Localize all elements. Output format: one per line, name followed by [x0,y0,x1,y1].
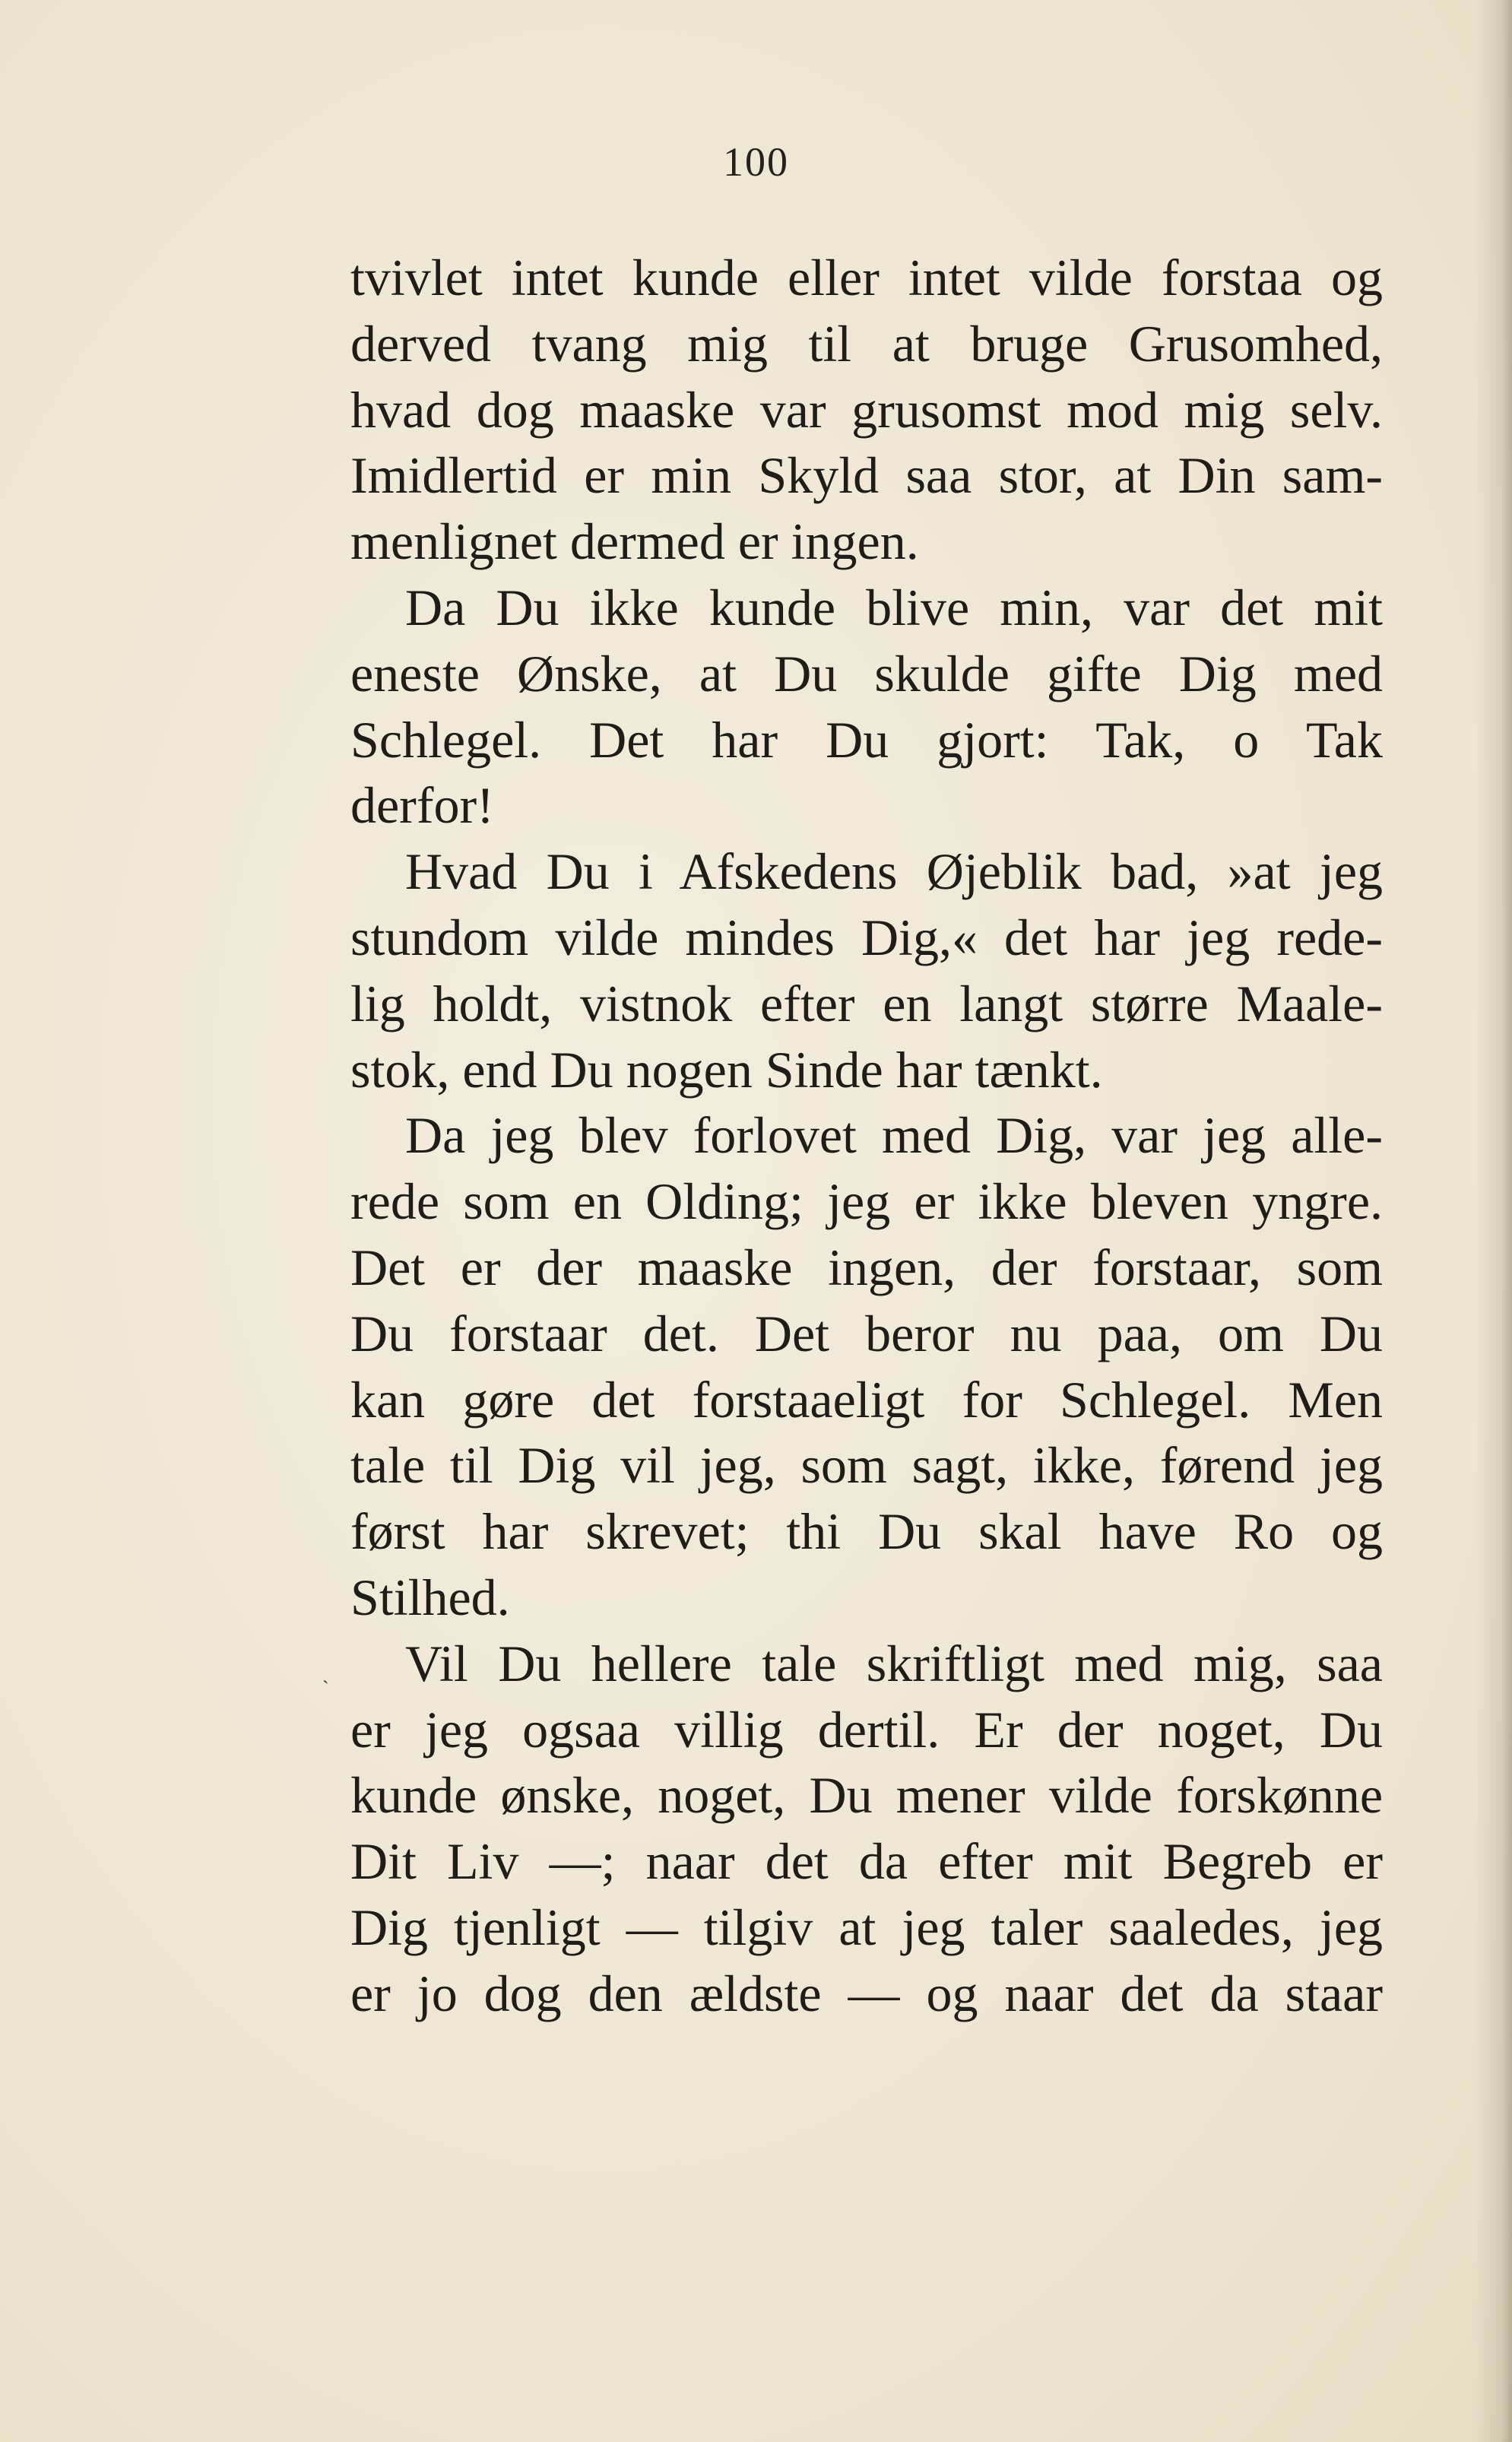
text-line: Da Du ikke kunde blive min, var det mit [405,578,1383,636]
text-line: derved tvang mig til at bruge Grusomhed, [350,314,1383,373]
text-line: kan gøre det forstaaeligt for Schlegel. Men [350,1370,1383,1429]
text-line: tvivlet intet kunde eller intet vilde forstaa og [350,249,1383,306]
text-line: Det er der maaske ingen, der forstaar, som [350,1238,1383,1296]
text-line: tale til Dig vil jeg, som sagt, ikke, førend jeg [350,1436,1383,1495]
text-line: stok, end Du nogen Sinde har tænkt. [350,1040,1103,1099]
text-line: eneste Ønske, at Du skulde gifte Dig med [350,644,1383,702]
text-line: rede som en Olding; jeg er ikke bleven yngre. [350,1172,1383,1231]
text-line: Du forstaar det. Det beror nu paa, om Du [350,1304,1383,1362]
page-number: 100 [723,139,789,185]
text-line: derfor! [350,776,494,835]
stray-ink-mark: ˏ [322,1662,329,1684]
text-line: menlignet dermed er ingen. [350,512,919,571]
text-line: stundom vilde mindes Dig,« det har jeg rede- [350,908,1383,966]
text-line: Dig tjenligt — tilgiv at jeg taler saaledes, jeg [350,1898,1383,1956]
text-line: Imidlertid er min Skyld saa stor, at Din sam- [350,446,1383,505]
text-line: kunde ønske, noget, Du mener vilde forskønne [350,1766,1383,1825]
text-line: Vil Du hellere tale skriftligt med mig, saa [405,1634,1383,1692]
text-line: lig holdt, vistnok efter en langt større Maale- [350,974,1383,1032]
text-line: hvad dog maaske var grusomst mod mig selv. [350,380,1383,439]
text-line: Schlegel. Det har Du gjort: Tak, o Tak [350,710,1383,769]
body-text [350,245,1383,2027]
text-line: er jeg ogsaa villig dertil. Er der noget, Du [350,1700,1383,1759]
text-line: er jo dog den ældste — og naar det da staar [350,1964,1383,2022]
text-line: Dit Liv —; naar det da efter mit Begreb er [350,1832,1383,1891]
text-line: Stilhed. [350,1568,510,1626]
text-line: Da jeg blev forlovet med Dig, var jeg alle- [405,1106,1383,1165]
text-line: først har skrevet; thi Du skal have Ro og [350,1502,1383,1561]
text-line: Hvad Du i Afskedens Øjeblik bad, »at jeg [405,842,1383,901]
